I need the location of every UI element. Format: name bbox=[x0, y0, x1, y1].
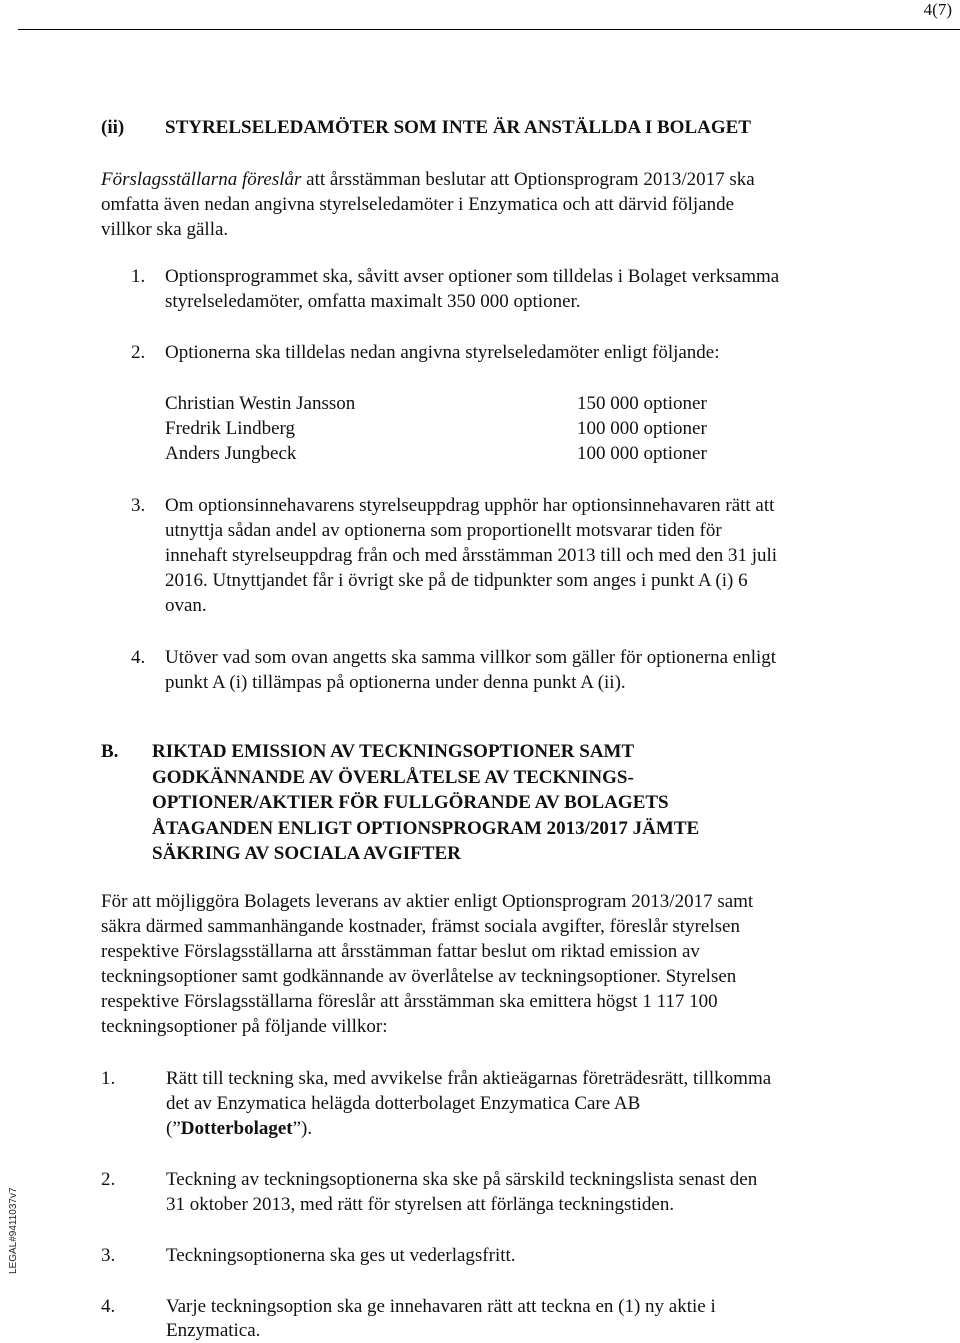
item-4-line: Utöver vad som ovan angetts ska samma villkor som gäller för optionerna enligt bbox=[165, 647, 777, 668]
header-rule bbox=[18, 29, 960, 30]
section-b-body-line: teckningsoptioner samt godkännande av överlåtelse av teckningsoptioner. Styrelsen bbox=[101, 966, 737, 987]
b-item-3-number: 3. bbox=[101, 1245, 116, 1266]
section-b-body-line: teckningsoptioner på följande villkor: bbox=[101, 1016, 388, 1037]
section-b-body-line: respektive Förslagsställarna föreslår att årsstämman ska emittera högst 1 117 100 bbox=[101, 991, 718, 1012]
b-item-1-line-3 bbox=[166, 1116, 312, 1141]
section-b-letter: B. bbox=[101, 741, 119, 762]
section-b-heading-line: ÅTAGANDEN ENLIGT OPTIONSPROGRAM 2013/2017 JÄMTE bbox=[152, 818, 700, 839]
defined-term-dotterbolaget: Dotterbolaget bbox=[180, 1118, 293, 1139]
proposers-italic: Förslagsställarna föreslår bbox=[101, 169, 302, 190]
item-4-number: 4. bbox=[131, 647, 146, 668]
open-quote: (” bbox=[166, 1118, 181, 1139]
section-b-body-line: För att möjliggöra Bolagets leverans av aktier enligt Optionsprogram 2013/2017 samt bbox=[101, 891, 754, 912]
close-quote: ”). bbox=[292, 1118, 313, 1139]
item-3-line: 2016. Utnyttjandet får i övrigt ske på de tidpunkter som anges i punkt A (i) 6 bbox=[165, 570, 748, 591]
item-1-number: 1. bbox=[131, 266, 146, 287]
intro-line-3: villkor ska gälla. bbox=[101, 219, 229, 240]
b-item-2-line-1: Teckning av teckningsoptionerna ska ske på särskild teckningslista senast den bbox=[166, 1169, 758, 1190]
allocation-amount: 100 000 optioner bbox=[577, 443, 707, 464]
section-b-body-line: respektive Förslagsställarna att årsstämman fattar beslut om riktad emission av bbox=[101, 941, 700, 962]
item-3-line: innehaft styrelseuppdrag från och med årsstämman 2013 till och med den 31 juli bbox=[165, 545, 778, 566]
item-1-line-1: Optionsprogrammet ska, såvitt avser optioner som tilldelas i Bolaget verksamma bbox=[165, 266, 780, 287]
intro-line-1 bbox=[101, 167, 755, 192]
section-b-heading-line: SÄKRING AV SOCIALA AVGIFTER bbox=[152, 843, 461, 864]
item-4-line: punkt A (i) tillämpas på optionerna under denna punkt A (ii). bbox=[165, 672, 626, 693]
b-item-1-number: 1. bbox=[101, 1068, 116, 1089]
item-1-line-2: styrelseledamöter, omfatta maximalt 350 000 optioner. bbox=[165, 291, 581, 312]
b-item-3-line-1: Teckningsoptionerna ska ges ut vederlagsfritt. bbox=[166, 1245, 516, 1266]
allocation-name: Christian Westin Jansson bbox=[165, 393, 356, 414]
b-item-4-line-2: Enzymatica. bbox=[166, 1320, 261, 1341]
b-item-1-line-2: det av Enzymatica helägda dotterbolaget Enzymatica Care AB bbox=[166, 1093, 641, 1114]
b-item-2-number: 2. bbox=[101, 1169, 116, 1190]
b-item-2-line-2: 31 oktober 2013, med rätt för styrelsen att förlänga teckningstiden. bbox=[166, 1194, 675, 1215]
intro-line-2: omfatta även nedan angivna styrelseledamöter i Enzymatica och att därvid följande bbox=[101, 194, 735, 215]
allocation-name: Anders Jungbeck bbox=[165, 443, 297, 464]
allocation-name: Fredrik Lindberg bbox=[165, 418, 295, 439]
item-2-line-1: Optionerna ska tilldelas nedan angivna styrelseledamöter enligt följande: bbox=[165, 342, 720, 363]
section-b-heading-line: RIKTAD EMISSION AV TECKNINGSOPTIONER SAMT bbox=[152, 741, 635, 762]
document-reference-label: LEGAL#9411037v7 bbox=[8, 1187, 19, 1274]
item-2-number: 2. bbox=[131, 342, 146, 363]
item-3-line: utnyttja sådan andel av optionerna som proportionellt motsvarar tiden för bbox=[165, 520, 722, 541]
item-3-line: ovan. bbox=[165, 595, 207, 616]
b-item-1-line-1: Rätt till teckning ska, med avvikelse från aktieägarnas företrädesrätt, tillkomma bbox=[166, 1068, 772, 1089]
item-3-line: Om optionsinnehavarens styrelseuppdrag upphör har optionsinnehavaren rätt att bbox=[165, 495, 775, 516]
item-3-number: 3. bbox=[131, 495, 146, 516]
allocation-amount: 150 000 optioner bbox=[577, 393, 707, 414]
b-item-4-number: 4. bbox=[101, 1296, 116, 1317]
allocation-amount: 100 000 optioner bbox=[577, 418, 707, 439]
section-ii-title: STYRELSELEDAMÖTER SOM INTE ÄR ANSTÄLLDA I BOLAGET bbox=[165, 117, 751, 138]
page-number: 4(7) bbox=[923, 0, 952, 19]
section-b-body-line: säkra därmed sammanhängande kostnader, främst sociala avgifter, föreslår styrelsen bbox=[101, 916, 740, 937]
section-b-heading-line: OPTIONER/AKTIER FÖR FULLGÖRANDE AV BOLAGETS bbox=[152, 792, 669, 813]
section-b-heading-line: GODKÄNNANDE AV ÖVERLÅTELSE AV TECKNINGS- bbox=[152, 767, 634, 788]
intro-line-1-rest: att årsstämman beslutar att Optionsprogram 2013/2017 ska bbox=[301, 169, 755, 190]
section-ii-number: (ii) bbox=[101, 117, 125, 138]
b-item-4-line-1: Varje teckningsoption ska ge innehavaren rätt att teckna en (1) ny aktie i bbox=[166, 1296, 716, 1317]
